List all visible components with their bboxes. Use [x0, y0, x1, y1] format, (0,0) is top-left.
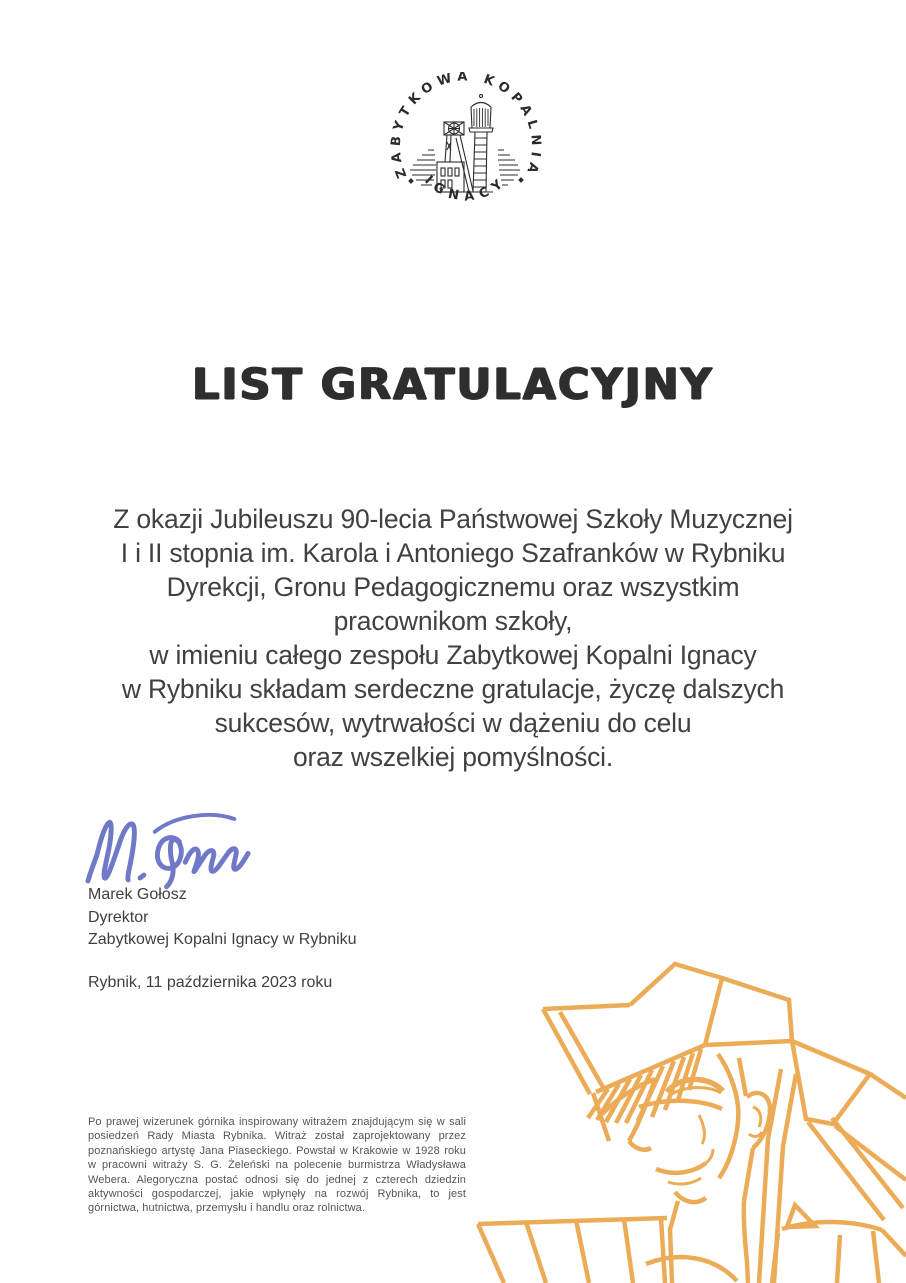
place-and-date: Rybnik, 11 października 2023 roku	[88, 974, 333, 991]
logo-right-dot-icon	[518, 177, 524, 183]
signer-block	[88, 884, 357, 952]
artwork-footnote: Po prawej wizerunek górnika inspirowany witrażem znajdującym się w sali posiedzeń Rady Miasta Rybnika. Witraż został zaprojektowany przez poznańskiego artystę Jana Piaseckiego. Powstał w Krakowie w 1928 roku w pracowni witraży S. G. Żeleński na polecenie burmistrza Władysława Webera. Alegoryczna postać odnosi się do jednej z czterech dziedzin aktywności gospodarczej, jakie wpłynęły na rozwój Rybnika, to jest górnictwa, hutnictwa, przemysłu i handlu oraz rolnictwa.	[88, 1116, 466, 1215]
miner-line-art	[456, 948, 906, 1283]
letter-title: LIST GRATULACYJNY	[192, 360, 714, 410]
logo-bottom-arc-text: IGNACY	[421, 173, 511, 205]
miner-shoulder-planes	[772, 1118, 906, 1283]
miner-hat	[543, 964, 906, 1141]
letter-body: Z okazji Jubileuszu 90-lecia Państwowej Szkoły Muzycznej I i II stopnia im. Karola i Antoniego Szafranków w Rybniku Dyrekcji, Gronu Pedagogicznemu oraz wszystkim pracownikom szkoły, w imieniu całego zespołu Zabytkowej Kopalni Ignacy w Rybniku składam serdeczne gratulacje, życzę dalszych sukcesów, wytrwałości w dążeniu do celu oraz wszelkiej pomyślności.	[113, 504, 793, 772]
water-tower-icon	[469, 95, 493, 193]
handwritten-signature	[84, 806, 256, 890]
logo-left-dot-icon	[408, 178, 414, 184]
stained-glass-rays	[478, 1218, 667, 1283]
signer-organization: Zabytkowej Kopalni Ignacy w Rybniku	[88, 931, 357, 948]
logo-top-arc-text: ZABYTKOWA KOPALNIA	[388, 72, 544, 181]
mine-emblem-logo	[388, 72, 544, 218]
signer-role: Dyrektor	[88, 908, 149, 926]
signer-name: Marek Gołosz	[88, 886, 187, 903]
